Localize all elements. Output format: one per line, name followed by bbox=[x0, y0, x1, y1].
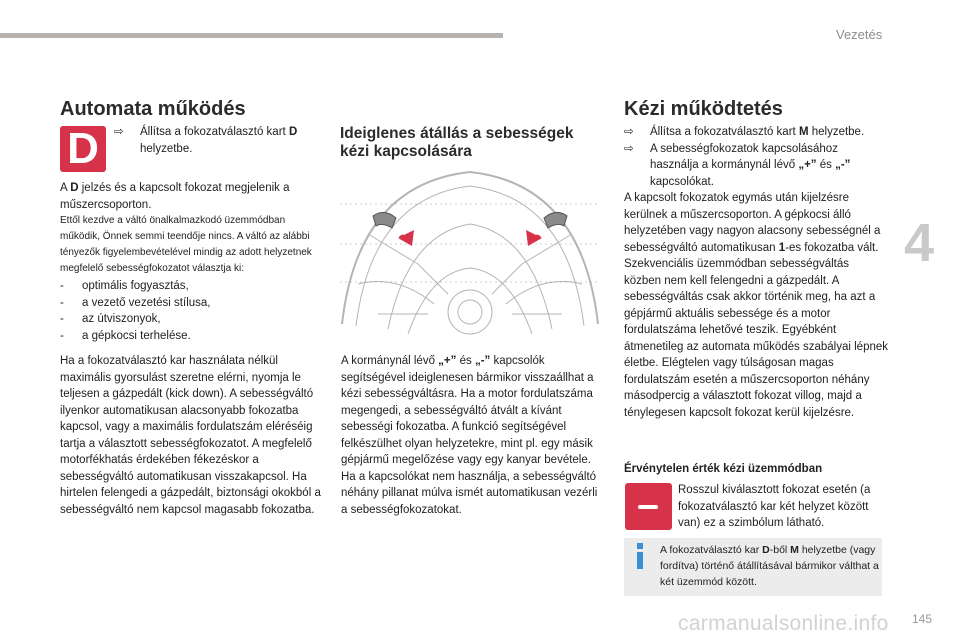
manual-mode-title: Kézi működtetés bbox=[624, 98, 783, 120]
info-text: A fokozatválasztó kar D-ből M helyzetbe (vagy fordítva) történő átállításával bármikor válthat a két üzemmód között. bbox=[660, 544, 879, 588]
list-item: - a vezető vezetési stílusa, bbox=[60, 296, 211, 309]
arrow-bullet-icon: ⇨ bbox=[624, 126, 634, 138]
arrow-bullet-icon: ⇨ bbox=[624, 142, 634, 155]
invalid-gear-icon bbox=[625, 483, 672, 530]
d-badge-icon: D bbox=[60, 126, 106, 172]
top-decorative-bar bbox=[0, 33, 503, 38]
list-item: ⇨ A sebességfokozatok kapcsolásához használja a kormánynál lévő „+” és „-” kapcsolókat. bbox=[624, 142, 851, 188]
page-number: 145 bbox=[912, 612, 933, 626]
temporary-manual-title: Ideiglenes átállás a sebességek kézi kapcsolására bbox=[340, 125, 574, 160]
section-label: Vezetés bbox=[836, 27, 883, 42]
auto-step: ⇨ Állítsa a fokozatválasztó kart D helyzetbe. bbox=[114, 126, 298, 155]
steering-wheel-illustration bbox=[338, 164, 602, 342]
list-item: ⇨ Állítsa a fokozatválasztó kart M helyzetbe. bbox=[624, 124, 889, 141]
manual-description: A kapcsolt fokozatok egymás után kijelzésre kerülnek a műszercsoporton. A gépkocsi álló helyzetében vagy nagyon alacsony sebességnél a sebességváltó automatikusan 1-es fokozatba vált. Szekvenciális üzemmódban sebességváltás közben nem kell felengedni a gázpedált. A sebességváltás csak akkor történik meg, ha azt a gépjármű aktuális sebessége és a motor fordulatszáma lehetővé teszik. Egyébként átmenetileg az automata működés szabályai lépnek életbe. Elégtelen vagy túlságosan magas fordulatszám esetén a műszercsoporton néhány másodpercig a választott fokozat villog, majd a ténylegesen kapcsolt fokozat kerül kijelzésre. bbox=[624, 192, 889, 419]
info-icon bbox=[627, 541, 653, 571]
chapter-number: 4 bbox=[904, 213, 935, 273]
invalid-value-heading: Érvénytelen érték kézi üzemmódban bbox=[624, 463, 823, 475]
kickdown-text: Ha a fokozatválasztó kar használata nélkül maximális gyorsulást szeretne elérni, nyomja le teljesen a gázpedált (kick down). A sebességváltó ilyenkor automatikusan alacsonyabb fokozatba kapcsol, vagy a maximális fordulatszám eléréséig tartja a választott sebességfokozatot. A megfelelő motorfékhatás érdekében fékezéskor a sebességváltó automatikusan visszakapcsol. Ha hirtelen felengedi a gázpedált, biztonsági okokból a sebességváltó nem kapcsol magasabb fokozatba. bbox=[60, 355, 321, 516]
watermark: carmanualsonline.info bbox=[678, 612, 889, 635]
factor-list bbox=[60, 278, 320, 344]
list-item: - a gépkocsi terhelése. bbox=[60, 329, 191, 342]
auto-adaptive-text: Ettől kezdve a váltó önalkalmazkodó üzemmódban működik, Önnek semmi teendője nincs. A váltó az alábbi tényezők figyelembevételével mindig az adott helyzetnek megfelelő sebességfokozatot választja ki: bbox=[60, 215, 312, 274]
invalid-gear-text: Rosszul kiválasztott fokozat esetén (a fokozatválasztó kar két helyzet között van) ez a szimbólum látható. bbox=[678, 484, 871, 529]
temporary-manual-text: A kormánynál lévő „+” és „-” kapcsolók segítségével ideiglenesen bármikor visszaállhat a kézi sebességváltásra. Ha a motor fordulatszáma megengedi, a sebességváltó átvált a kívánt sebességi fokozatba. A funkció segítségével felkészülhet olyan helyzetekre, mint pl. egy másik gépjármű megelőzése vagy egy kanyar bevétele. Ha a kapcsolókat nem használja, a sebességváltó néhány pillanat múlva ismét automatikusan vezérli a sebességfokozatokat. bbox=[341, 355, 598, 516]
list-item: - az útviszonyok, bbox=[60, 313, 161, 325]
arrow-bullet-icon: ⇨ bbox=[114, 126, 124, 138]
list-item: - optimális fogyasztás, bbox=[60, 280, 189, 292]
manual-steps bbox=[624, 124, 889, 190]
auto-display-text: A D jelzés és a kapcsolt fokozat megjelenik a műszercsoporton. bbox=[60, 182, 290, 211]
automatic-mode-title: Automata működés bbox=[60, 98, 246, 120]
